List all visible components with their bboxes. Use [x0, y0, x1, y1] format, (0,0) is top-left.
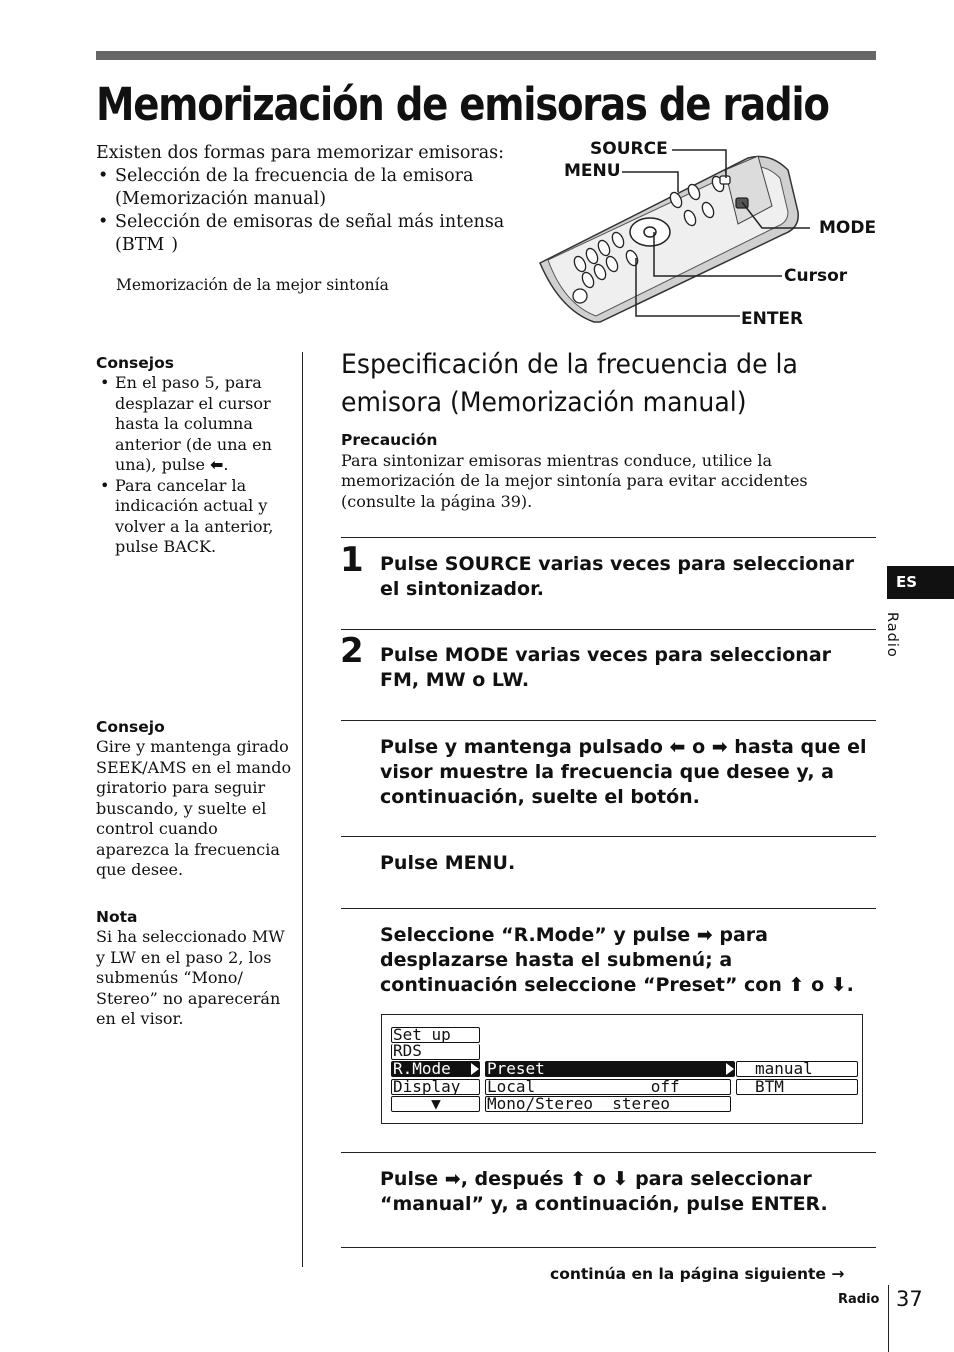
- arrow-down-icon: ⬇: [612, 1168, 629, 1190]
- display-item-mono-stereo: Mono/Stereo stereo: [485, 1096, 731, 1112]
- display-option-manual: manual: [736, 1061, 858, 1077]
- tip-title: Consejo: [96, 718, 165, 736]
- step-number: 2: [340, 631, 364, 671]
- source-label: SOURCE: [590, 139, 668, 159]
- submenu-arrow-icon: [470, 1063, 480, 1075]
- intro-list: [96, 165, 536, 257]
- step-text: Pulse y mantenga pulsado ⬅ o ➡ hasta que el visor muestre la frecuencia que desee y, a continuación, suelte el botón.: [380, 736, 867, 808]
- step-text: Seleccione “R.Mode” y pulse ➡ para desplazarse hasta el submenú; a continuación seleccione “Preset” con ⬆ o ⬇.: [380, 924, 854, 996]
- display-item-rmode: R.Mode: [391, 1061, 480, 1077]
- display-item-setup: Set up: [391, 1027, 480, 1043]
- step-number: 1: [340, 540, 364, 580]
- footer-divider: [888, 1285, 889, 1352]
- language-tab: ES: [887, 566, 954, 599]
- arrow-right-icon: ➡: [711, 736, 728, 758]
- step-divider: [341, 537, 876, 538]
- tip-item: • Para cancelar la indicación actual y volver a la anterior, pulse BACK.: [115, 476, 292, 558]
- continues-note: continúa en la página siguiente →: [550, 1265, 845, 1283]
- display-option-btm: BTM: [736, 1079, 858, 1095]
- step-text: Pulse MENU.: [380, 852, 516, 874]
- step-text: Pulse SOURCE varias veces para seleccionar el sintonizador.: [380, 553, 855, 600]
- caution-block: [341, 430, 861, 512]
- step-divider: [341, 1152, 876, 1153]
- mode-label: MODE: [819, 218, 877, 238]
- arrow-right-icon: ➡: [444, 1168, 461, 1190]
- tip-text: Gire y mantenga girado SEEK/AMS en el mando giratorio para seguir buscando, y suelte el control cuando aparezca la frecuencia que desee.: [96, 737, 292, 879]
- step-divider: [341, 720, 876, 721]
- scroll-down-icon: ▼: [391, 1096, 480, 1112]
- header-rule: [96, 51, 876, 60]
- intro-lead: Existen dos formas para memorizar emisoras:: [96, 143, 505, 163]
- tips-list: [96, 373, 292, 558]
- step-divider: [341, 836, 876, 837]
- note-text: Si ha seleccionado MW y LW en el paso 2, los submenús “Mono/ Stereo” no aparecerán en el visor.: [96, 927, 285, 1028]
- note-title: Nota: [96, 908, 138, 926]
- page-number: 37: [896, 1287, 923, 1311]
- menu-label: MENU: [564, 161, 621, 181]
- display-item-rds: RDS: [391, 1044, 480, 1060]
- btm-note: Memorización de la mejor sintonía: [116, 276, 389, 294]
- intro-bullet: • Selección de la frecuencia de la emisora (Memorización manual): [115, 165, 536, 211]
- intro-bullet: • Selección de emisoras de señal más intensa (BTM ): [115, 211, 536, 257]
- tip-item: • En el paso 5, para desplazar el cursor hasta la columna anterior (de una en una), pulse ⬅.: [115, 373, 292, 476]
- note-block: [96, 907, 292, 1030]
- step-divider: [341, 1247, 876, 1248]
- cursor-label: Cursor: [784, 266, 848, 286]
- menu-display: [381, 1014, 863, 1124]
- tips-title: Consejos: [96, 354, 174, 372]
- arrow-left-icon: ⬅: [669, 736, 686, 758]
- arrow-down-icon: ⬇: [830, 974, 847, 996]
- caution-title: Precaución: [341, 431, 438, 449]
- arrow-up-icon: ⬆: [788, 974, 805, 996]
- enter-label: ENTER: [741, 309, 804, 329]
- column-divider: [302, 352, 303, 1267]
- arrow-right-icon: ➡: [696, 924, 713, 946]
- intro-block: [96, 142, 536, 257]
- submenu-arrow-icon: [725, 1063, 735, 1075]
- caution-text: Para sintonizar emisoras mientras conduce, utilice la memorización de la mejor sintonía para evitar accidentes (consulte la página 39).: [341, 450, 808, 511]
- display-item-display: Display: [391, 1079, 480, 1095]
- step-text: Pulse MODE varias veces para seleccionar FM, MW o LW.: [380, 644, 832, 691]
- display-item-local: Local off: [485, 1079, 731, 1095]
- section-title: Especificación de la frecuencia de la emisora (Memorización manual): [341, 349, 798, 418]
- page-title: Memorización de emisoras de radio: [96, 78, 829, 131]
- tip-block: [96, 717, 292, 881]
- arrow-up-icon: ⬆: [570, 1168, 587, 1190]
- section-tab: Radio: [884, 612, 900, 658]
- tips-block: [96, 353, 292, 558]
- step-divider: [341, 629, 876, 630]
- step-divider: [341, 908, 876, 909]
- footer-section: Radio: [838, 1292, 880, 1307]
- step-text: Pulse ➡, después ⬆ o ⬇ para seleccionar “manual” y, a continuación, pulse ENTER.: [380, 1168, 828, 1215]
- display-item-preset: Preset: [485, 1061, 735, 1077]
